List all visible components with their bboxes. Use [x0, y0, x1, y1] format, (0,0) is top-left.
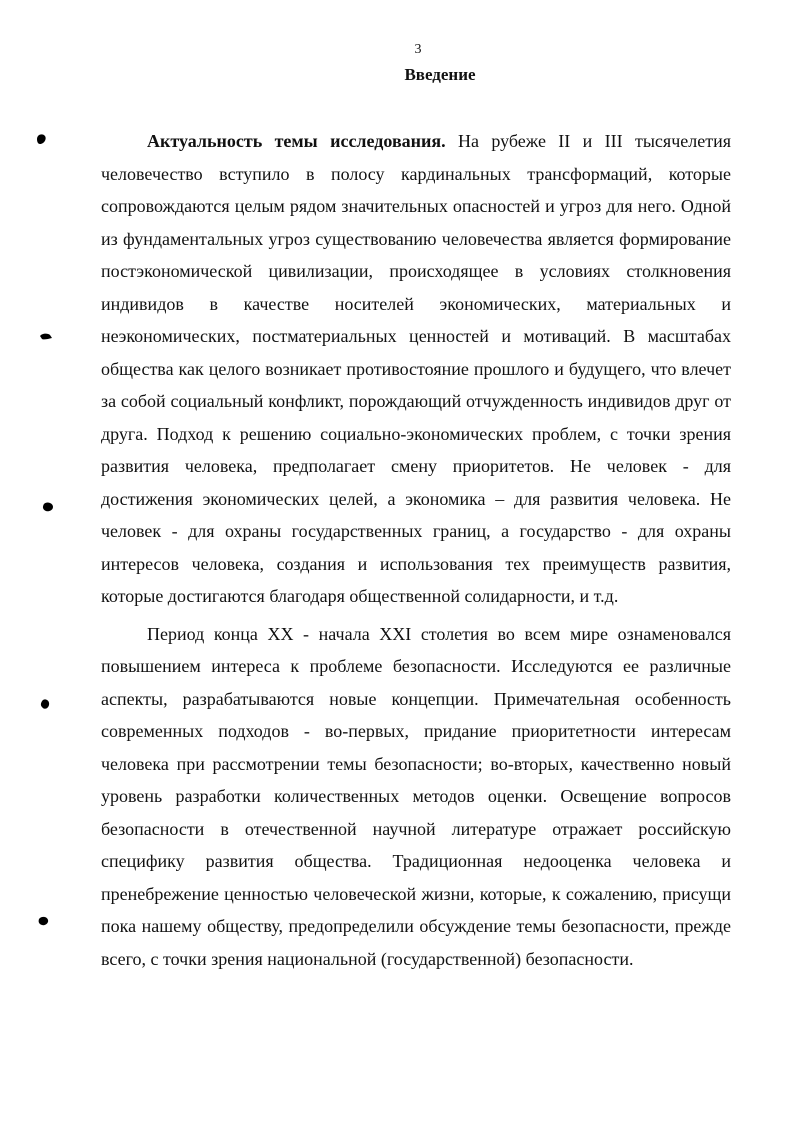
paragraph-text: На рубеже II и III тысячелетия человечество вступило в полосу кардинальных трансформаций, которые сопровождаются целым рядом значительных опасностей и угроз для него. Одной из фундаментальных угроз существованию человечества является формирование постэкономической цивилизации, происходящее в условиях столкновения индивидов в качестве носителей экономических, материальных и неэкономических, постматериальных ценностей и мотиваций. В масштабах общества как целого возникает противостояние прошлого и будущего, что влечет за собой социальный конфликт, порождающий отчужденность индивидов друг от друга. Подход к решению социально-экономических проблем, с точки зрения развития человека, предполагает смену приоритетов. Не человек - для достижения экономических целей, а экономика – для развития человека. Не человек - для охраны государственных границ, а государство - для охраны интересов человека, создания и использования тех преимуществ развития, которые достигаются благодаря общественной солидарности, и т.д.	[101, 131, 731, 606]
document-body	[101, 125, 731, 980]
page-title: Введение	[404, 65, 476, 84]
binding-mark-icon	[40, 500, 56, 514]
binding-mark-icon	[38, 330, 54, 344]
page-number: 3	[414, 42, 422, 57]
paragraph-relevance	[101, 125, 731, 613]
paragraph-text: Период конца XX - начала XXI столетия во всем мире ознаменовался повышением интереса к проблеме безопасности. Исследуются ее различные аспекты, разрабатываются новые концепции. Примечательная особенность современных подходов - во-первых, придание приоритетности интересам человека при рассмотрении темы безопасности; во-вторых, качественно новый уровень разработки количественных методов оценки. Освещение вопросов безопасности в отечественной научной литературе отражает российскую специфику развития общества. Традиционная недооценка человека и пренебрежение ценностью человеческой жизни, которые, к сожалению, присущи пока нашему обществу, предопределили обсуждение темы безопасности, прежде всего, с точки зрения национальной (государственной) безопасности.	[101, 623, 731, 969]
paragraph-lead-heading: Актуальность темы исследования.	[147, 131, 446, 151]
binding-mark-icon	[38, 697, 54, 711]
binding-mark-icon	[34, 132, 50, 146]
paragraph-period	[101, 618, 731, 976]
binding-mark-icon	[36, 914, 52, 928]
